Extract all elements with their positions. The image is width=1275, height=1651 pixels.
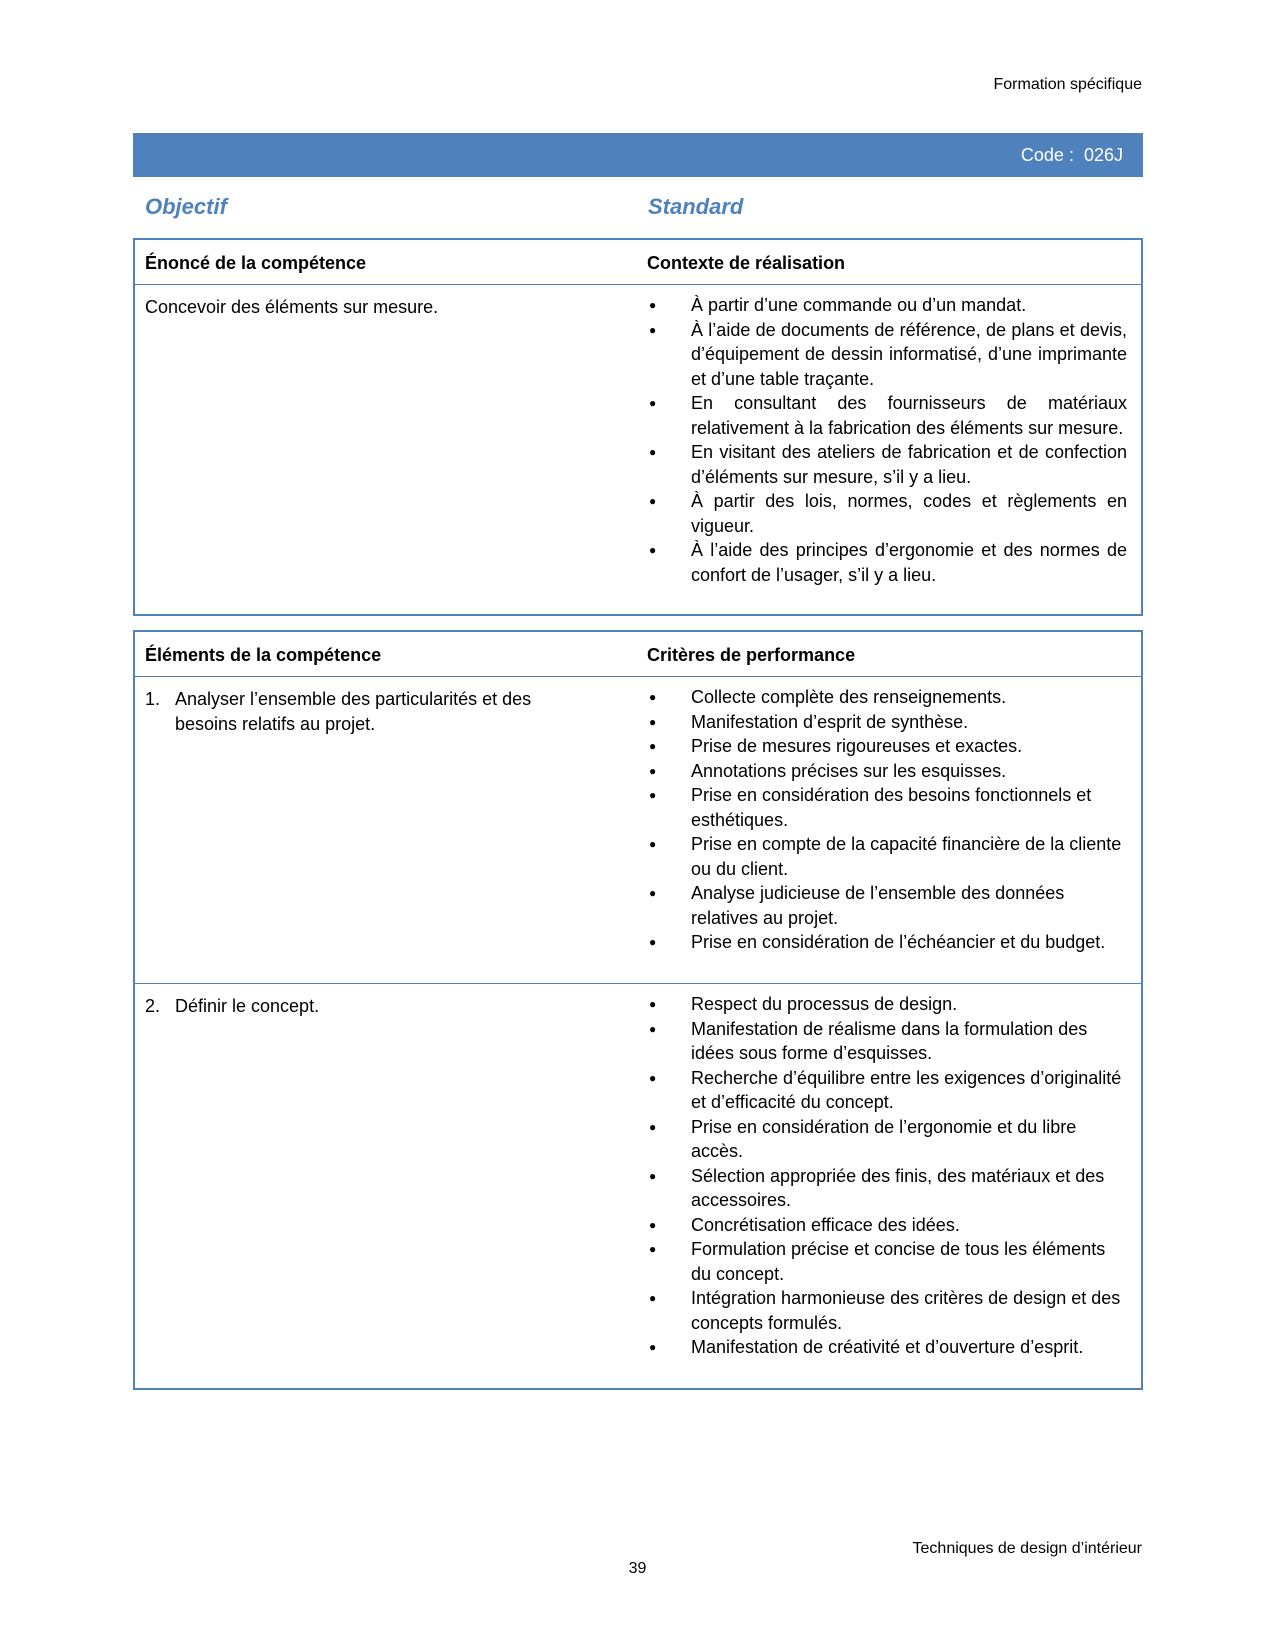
table-row	[135, 285, 1141, 587]
code-label: Code :	[1020, 144, 1074, 165]
list-item: ● Manifestation d’esprit de synthèse.	[647, 710, 1127, 735]
list-item: ● Manifestation de réalisme dans la formulation des idées sous forme d’esquisses.	[647, 1017, 1127, 1066]
list-item: ● Prise en considération des besoins fonctionnels et esthétiques.	[647, 783, 1127, 832]
element-2	[145, 994, 595, 1019]
list-item: ● Sélection appropriée des finis, des matériaux et des accessoires.	[647, 1164, 1127, 1213]
running-head: Formation spécifique	[993, 76, 1142, 93]
code-bar	[133, 133, 1143, 177]
list-item: ● Recherche d’équilibre entre les exigences d’originalité et d’efficacité du concept.	[647, 1066, 1127, 1115]
criteria-header: Critères de performance	[647, 645, 856, 665]
elements-header: Éléments de la compétence	[145, 645, 382, 665]
list-item: ● Collecte complète des renseignements.	[647, 685, 1127, 710]
element-number: 2.	[145, 996, 161, 1016]
context-list	[647, 293, 1127, 587]
list-item: ● À l’aide des principes d’ergonomie et des normes de confort de l’usager, s’il y a lieu.	[647, 538, 1127, 587]
table-row	[135, 983, 1141, 1360]
list-item: ● Prise en considération de l’ergonomie et du libre accès.	[647, 1115, 1127, 1164]
objectif-heading: Objectif	[145, 194, 227, 219]
list-item: ● Annotations précises sur les esquisses.	[647, 759, 1127, 784]
page-number: 39	[628, 1560, 647, 1577]
element-number: 1.	[145, 689, 161, 709]
element-text: Analyser l’ensemble des particularités et des besoins relatifs au projet.	[175, 689, 532, 734]
list-item: ● Prise de mesures rigoureuses et exactes.	[647, 734, 1127, 759]
criteria-list	[647, 992, 1127, 1360]
list-item: ● Intégration harmonieuse des critères de design et des concepts formulés.	[647, 1286, 1127, 1335]
criteria-list	[647, 685, 1127, 955]
table-row	[135, 677, 1141, 983]
competency-statement: Concevoir des éléments sur mesure.	[145, 297, 439, 317]
list-item: ● Prise en considération de l’échéancier et du budget.	[647, 930, 1127, 955]
code-value: 026J	[1083, 144, 1123, 165]
list-item: ● Respect du processus de design.	[647, 992, 1127, 1017]
list-item: ● Concrétisation efficace des idées.	[647, 1213, 1127, 1238]
list-item: ● Prise en compte de la capacité financière de la cliente ou du client.	[647, 832, 1127, 881]
list-item: ● À partir d’une commande ou d’un mandat.	[647, 293, 1127, 318]
performance-criteria-table	[133, 630, 1143, 1390]
list-item: ● Analyse judicieuse de l’ensemble des données relatives au projet.	[647, 881, 1127, 930]
competency-statement-table	[133, 238, 1143, 616]
element-text: Définir le concept.	[175, 996, 320, 1016]
table-header	[135, 240, 1141, 285]
footer-program: Techniques de design d’intérieur	[912, 1540, 1142, 1557]
element-1	[145, 687, 595, 737]
list-item: ● En consultant des fournisseurs de matériaux relativement à la fabrication des éléments sur mesure.	[647, 391, 1127, 440]
statement-header: Énoncé de la compétence	[145, 253, 367, 273]
list-item: ● À l’aide de documents de référence, de plans et devis, d’équipement de dessin informatisé, d’une imprimante et d’une table traçante.	[647, 318, 1127, 392]
context-header: Contexte de réalisation	[647, 253, 846, 273]
list-item: ● Formulation précise et concise de tous les éléments du concept.	[647, 1237, 1127, 1286]
list-item: ● À partir des lois, normes, codes et règlements en vigueur.	[647, 489, 1127, 538]
list-item: ● Manifestation de créativité et d’ouverture d’esprit.	[647, 1335, 1127, 1360]
standard-heading: Standard	[648, 194, 744, 219]
table-header	[135, 632, 1141, 677]
list-item: ● En visitant des ateliers de fabrication et de confection d’éléments sur mesure, s’il y a lieu.	[647, 440, 1127, 489]
